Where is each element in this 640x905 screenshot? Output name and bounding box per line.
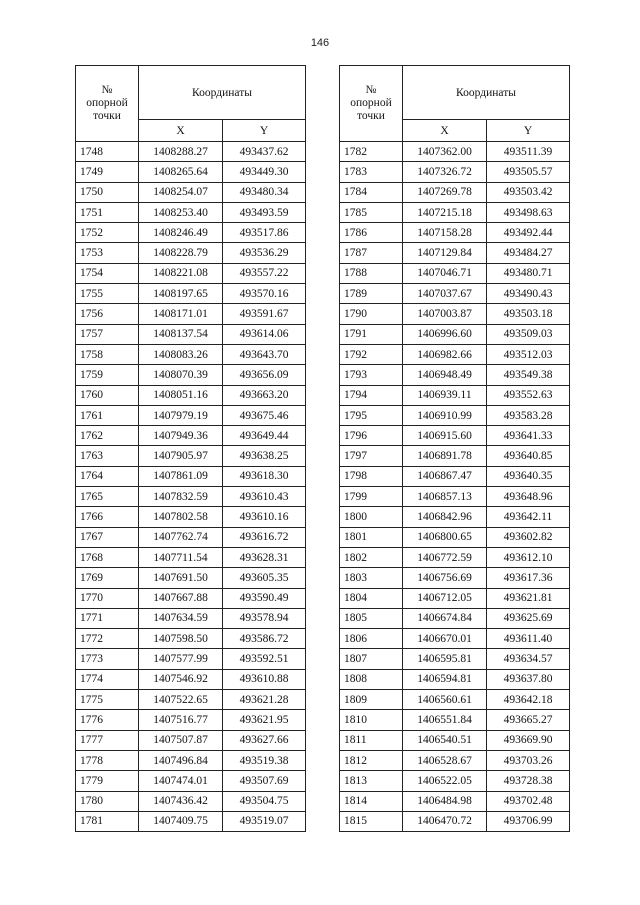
x-coordinate-cell: 1406915.60	[403, 426, 487, 446]
x-coordinate-cell: 1406560.61	[403, 690, 487, 710]
y-coordinate-cell: 493505.57	[487, 162, 570, 182]
y-coordinate-cell: 493583.28	[487, 405, 570, 425]
table-body	[76, 142, 306, 832]
point-number-cell: 1806	[340, 629, 403, 649]
table-row	[76, 466, 306, 486]
y-coordinate-cell: 493492.44	[487, 223, 570, 243]
table-row	[76, 365, 306, 385]
table-row	[76, 791, 306, 811]
coordinates-table-right	[339, 65, 570, 832]
y-coordinate-cell: 493663.20	[223, 385, 306, 405]
y-coordinate-cell: 493614.06	[223, 324, 306, 344]
y-coordinate-cell: 493706.99	[487, 811, 570, 831]
x-coordinate-cell: 1407949.36	[139, 426, 223, 446]
table-row	[76, 710, 306, 730]
point-number-cell: 1763	[76, 446, 139, 466]
x-coordinate-cell: 1407516.77	[139, 710, 223, 730]
table-row	[76, 507, 306, 527]
x-coordinate-cell: 1406528.67	[403, 750, 487, 770]
point-number-cell: 1805	[340, 608, 403, 628]
table-row	[340, 284, 570, 304]
point-number-cell: 1793	[340, 365, 403, 385]
point-number-cell: 1766	[76, 507, 139, 527]
table-row	[76, 304, 306, 324]
table-row	[340, 568, 570, 588]
table-row	[340, 547, 570, 567]
y-coordinate-cell: 493634.57	[487, 649, 570, 669]
point-number-cell: 1791	[340, 324, 403, 344]
x-coordinate-cell: 1406982.66	[403, 344, 487, 364]
y-coordinate-cell: 493621.28	[223, 690, 306, 710]
table-row	[76, 730, 306, 750]
point-number-cell: 1775	[76, 690, 139, 710]
table-row	[340, 750, 570, 770]
x-coordinate-cell: 1407905.97	[139, 446, 223, 466]
point-number-header-line: №	[101, 84, 113, 96]
point-number-header-line: №	[365, 84, 377, 96]
x-coordinate-cell: 1408253.40	[139, 202, 223, 222]
table-row	[340, 202, 570, 222]
table-row	[76, 426, 306, 446]
point-number-cell: 1792	[340, 344, 403, 364]
y-coordinate-cell: 493578.94	[223, 608, 306, 628]
x-coordinate-cell: 1406674.84	[403, 608, 487, 628]
table-row	[76, 649, 306, 669]
coordinates-table-left	[75, 65, 306, 832]
table-row	[340, 730, 570, 750]
table-row	[76, 284, 306, 304]
y-coordinate-cell: 493504.75	[223, 791, 306, 811]
x-coordinate-cell: 1407691.50	[139, 568, 223, 588]
x-coordinate-cell: 1407507.87	[139, 730, 223, 750]
point-number-cell: 1776	[76, 710, 139, 730]
point-number-cell: 1781	[76, 811, 139, 831]
y-coordinate-cell: 493490.43	[487, 284, 570, 304]
table-row	[76, 263, 306, 283]
point-number-cell: 1768	[76, 547, 139, 567]
point-number-cell: 1750	[76, 182, 139, 202]
table-row	[340, 385, 570, 405]
y-coordinate-cell: 493618.30	[223, 466, 306, 486]
point-number-cell: 1764	[76, 466, 139, 486]
table-row	[340, 710, 570, 730]
point-number-header	[340, 66, 403, 142]
y-coordinate-cell: 493503.42	[487, 182, 570, 202]
table-row	[340, 507, 570, 527]
table-row	[76, 547, 306, 567]
coordinates-header: Координаты	[403, 66, 570, 120]
point-number-cell: 1774	[76, 669, 139, 689]
x-coordinate-cell: 1406842.96	[403, 507, 487, 527]
point-number-cell: 1769	[76, 568, 139, 588]
x-coordinate-cell: 1408288.27	[139, 142, 223, 162]
table-row	[340, 324, 570, 344]
point-number-cell: 1810	[340, 710, 403, 730]
x-coordinate-cell: 1407046.71	[403, 263, 487, 283]
table-row	[76, 223, 306, 243]
table-row	[340, 629, 570, 649]
point-number-cell: 1762	[76, 426, 139, 446]
table-row	[76, 629, 306, 649]
point-number-cell: 1782	[340, 142, 403, 162]
y-column-header: Y	[487, 120, 570, 142]
point-number-cell: 1800	[340, 507, 403, 527]
x-coordinate-cell: 1406996.60	[403, 324, 487, 344]
table-row	[340, 426, 570, 446]
table-row	[340, 527, 570, 547]
table-row	[76, 608, 306, 628]
point-number-cell: 1749	[76, 162, 139, 182]
table-row	[340, 487, 570, 507]
table-row	[76, 385, 306, 405]
x-coordinate-cell: 1407667.88	[139, 588, 223, 608]
y-coordinate-cell: 493536.29	[223, 243, 306, 263]
x-coordinate-cell: 1407802.58	[139, 507, 223, 527]
table-row	[76, 750, 306, 770]
x-coordinate-cell: 1407362.00	[403, 142, 487, 162]
x-coordinate-cell: 1406800.65	[403, 527, 487, 547]
point-number-cell: 1752	[76, 223, 139, 243]
table-row	[340, 771, 570, 791]
y-coordinate-cell: 493616.72	[223, 527, 306, 547]
x-coordinate-cell: 1406470.72	[403, 811, 487, 831]
table-row	[340, 142, 570, 162]
x-coordinate-cell: 1406756.69	[403, 568, 487, 588]
x-coordinate-cell: 1407129.84	[403, 243, 487, 263]
x-coordinate-cell: 1407546.92	[139, 669, 223, 689]
y-coordinate-cell: 493649.44	[223, 426, 306, 446]
y-coordinate-cell: 493637.80	[487, 669, 570, 689]
y-coordinate-cell: 493648.96	[487, 487, 570, 507]
coordinates-header: Координаты	[139, 66, 306, 120]
point-number-cell: 1790	[340, 304, 403, 324]
y-coordinate-cell: 493602.82	[487, 527, 570, 547]
y-coordinate-cell: 493509.03	[487, 324, 570, 344]
point-number-cell: 1802	[340, 547, 403, 567]
x-coordinate-cell: 1408265.64	[139, 162, 223, 182]
y-coordinate-cell: 493511.39	[487, 142, 570, 162]
table-row	[76, 405, 306, 425]
table-row	[340, 446, 570, 466]
table-row	[76, 568, 306, 588]
point-number-cell: 1771	[76, 608, 139, 628]
x-coordinate-cell: 1408083.26	[139, 344, 223, 364]
point-number-cell: 1754	[76, 263, 139, 283]
y-coordinate-cell: 493570.16	[223, 284, 306, 304]
x-coordinate-cell: 1406712.05	[403, 588, 487, 608]
point-number-cell: 1796	[340, 426, 403, 446]
y-coordinate-cell: 493592.51	[223, 649, 306, 669]
x-coordinate-cell: 1407326.72	[403, 162, 487, 182]
point-number-cell: 1813	[340, 771, 403, 791]
x-coordinate-cell: 1406670.01	[403, 629, 487, 649]
y-coordinate-cell: 493612.10	[487, 547, 570, 567]
table-body	[340, 142, 570, 832]
y-coordinate-cell: 493591.67	[223, 304, 306, 324]
x-coordinate-cell: 1406948.49	[403, 365, 487, 385]
x-coordinate-cell: 1407598.50	[139, 629, 223, 649]
y-coordinate-cell: 493643.70	[223, 344, 306, 364]
point-number-cell: 1779	[76, 771, 139, 791]
point-number-cell: 1765	[76, 487, 139, 507]
table-row	[340, 588, 570, 608]
point-number-cell: 1756	[76, 304, 139, 324]
y-coordinate-cell: 493702.48	[487, 791, 570, 811]
x-coordinate-cell: 1406551.84	[403, 710, 487, 730]
point-number-cell: 1780	[76, 791, 139, 811]
x-coordinate-cell: 1407577.99	[139, 649, 223, 669]
table-row	[340, 365, 570, 385]
point-number-cell: 1755	[76, 284, 139, 304]
table-row	[76, 811, 306, 831]
y-coordinate-cell: 493640.85	[487, 446, 570, 466]
point-number-header-line: точки	[93, 110, 121, 122]
y-coordinate-cell: 493480.34	[223, 182, 306, 202]
y-coordinate-cell: 493507.69	[223, 771, 306, 791]
table-row	[76, 344, 306, 364]
x-coordinate-cell: 1407711.54	[139, 547, 223, 567]
x-coordinate-cell: 1406867.47	[403, 466, 487, 486]
x-coordinate-cell: 1406484.98	[403, 791, 487, 811]
x-coordinate-cell: 1407861.09	[139, 466, 223, 486]
y-coordinate-cell: 493703.26	[487, 750, 570, 770]
x-coordinate-cell: 1407634.59	[139, 608, 223, 628]
table-row	[76, 202, 306, 222]
point-number-cell: 1794	[340, 385, 403, 405]
y-coordinate-cell: 493449.30	[223, 162, 306, 182]
table-row	[76, 690, 306, 710]
table-row	[340, 811, 570, 831]
table-row	[76, 446, 306, 466]
point-number-cell: 1758	[76, 344, 139, 364]
point-number-cell: 1812	[340, 750, 403, 770]
x-coordinate-cell: 1406772.59	[403, 547, 487, 567]
y-coordinate-cell: 493610.88	[223, 669, 306, 689]
y-coordinate-cell: 493628.31	[223, 547, 306, 567]
x-coordinate-cell: 1407436.42	[139, 791, 223, 811]
point-number-cell: 1809	[340, 690, 403, 710]
x-column-header: X	[139, 120, 223, 142]
table-row	[340, 344, 570, 364]
y-coordinate-cell: 493549.38	[487, 365, 570, 385]
table-row	[76, 142, 306, 162]
y-coordinate-cell: 493480.71	[487, 263, 570, 283]
y-coordinate-cell: 493621.95	[223, 710, 306, 730]
point-number-cell: 1815	[340, 811, 403, 831]
table-row	[340, 791, 570, 811]
point-number-cell: 1786	[340, 223, 403, 243]
y-coordinate-cell: 493557.22	[223, 263, 306, 283]
x-coordinate-cell: 1408051.16	[139, 385, 223, 405]
table-row	[76, 162, 306, 182]
table-row	[340, 690, 570, 710]
x-coordinate-cell: 1407832.59	[139, 487, 223, 507]
x-coordinate-cell: 1406540.51	[403, 730, 487, 750]
point-number-header	[76, 66, 139, 142]
y-coordinate-cell: 493512.03	[487, 344, 570, 364]
point-number-cell: 1748	[76, 142, 139, 162]
y-coordinate-cell: 493484.27	[487, 243, 570, 263]
y-coordinate-cell: 493627.66	[223, 730, 306, 750]
table-row	[340, 263, 570, 283]
table-row	[340, 243, 570, 263]
x-coordinate-cell: 1407496.84	[139, 750, 223, 770]
table-row	[76, 487, 306, 507]
x-coordinate-cell: 1408254.07	[139, 182, 223, 202]
table-row	[340, 466, 570, 486]
x-coordinate-cell: 1406939.11	[403, 385, 487, 405]
table-row	[76, 771, 306, 791]
y-coordinate-cell: 493610.16	[223, 507, 306, 527]
x-coordinate-cell: 1406595.81	[403, 649, 487, 669]
y-coordinate-cell: 493519.07	[223, 811, 306, 831]
x-coordinate-cell: 1407158.28	[403, 223, 487, 243]
x-coordinate-cell: 1407522.65	[139, 690, 223, 710]
x-coordinate-cell: 1407003.87	[403, 304, 487, 324]
table-row	[340, 223, 570, 243]
y-coordinate-cell: 493641.33	[487, 426, 570, 446]
y-coordinate-cell: 493493.59	[223, 202, 306, 222]
y-coordinate-cell: 493610.43	[223, 487, 306, 507]
table-row	[76, 182, 306, 202]
point-number-cell: 1757	[76, 324, 139, 344]
point-number-cell: 1778	[76, 750, 139, 770]
y-coordinate-cell: 493675.46	[223, 405, 306, 425]
y-column-header: Y	[223, 120, 306, 142]
point-number-cell: 1799	[340, 487, 403, 507]
table-row	[340, 669, 570, 689]
point-number-cell: 1767	[76, 527, 139, 547]
point-number-cell: 1807	[340, 649, 403, 669]
table-row	[340, 608, 570, 628]
point-number-cell: 1787	[340, 243, 403, 263]
x-coordinate-cell: 1408197.65	[139, 284, 223, 304]
point-number-cell: 1777	[76, 730, 139, 750]
y-coordinate-cell: 493621.81	[487, 588, 570, 608]
y-coordinate-cell: 493605.35	[223, 568, 306, 588]
table-row	[76, 588, 306, 608]
point-number-cell: 1761	[76, 405, 139, 425]
y-coordinate-cell: 493498.63	[487, 202, 570, 222]
y-coordinate-cell: 493656.09	[223, 365, 306, 385]
point-number-cell: 1795	[340, 405, 403, 425]
point-number-cell: 1783	[340, 162, 403, 182]
table-row	[76, 527, 306, 547]
x-coordinate-cell: 1407215.18	[403, 202, 487, 222]
point-number-cell: 1789	[340, 284, 403, 304]
y-coordinate-cell: 493640.35	[487, 466, 570, 486]
point-number-cell: 1798	[340, 466, 403, 486]
y-coordinate-cell: 493590.49	[223, 588, 306, 608]
point-number-cell: 1803	[340, 568, 403, 588]
point-number-cell: 1753	[76, 243, 139, 263]
y-coordinate-cell: 493642.11	[487, 507, 570, 527]
x-coordinate-cell: 1406891.78	[403, 446, 487, 466]
y-coordinate-cell: 493586.72	[223, 629, 306, 649]
x-coordinate-cell: 1407762.74	[139, 527, 223, 547]
point-number-cell: 1797	[340, 446, 403, 466]
table-row	[340, 304, 570, 324]
x-coordinate-cell: 1407269.78	[403, 182, 487, 202]
y-coordinate-cell: 493728.38	[487, 771, 570, 791]
x-coordinate-cell: 1408221.08	[139, 263, 223, 283]
point-number-header-line: опорной	[350, 97, 392, 109]
page-number: 146	[310, 37, 330, 49]
point-number-cell: 1751	[76, 202, 139, 222]
x-coordinate-cell: 1408137.54	[139, 324, 223, 344]
table-row	[340, 649, 570, 669]
point-number-cell: 1773	[76, 649, 139, 669]
point-number-cell: 1804	[340, 588, 403, 608]
point-number-cell: 1801	[340, 527, 403, 547]
y-coordinate-cell: 493503.18	[487, 304, 570, 324]
y-coordinate-cell: 493638.25	[223, 446, 306, 466]
y-coordinate-cell: 493517.86	[223, 223, 306, 243]
point-number-cell: 1770	[76, 588, 139, 608]
table-row	[340, 162, 570, 182]
point-number-cell: 1788	[340, 263, 403, 283]
point-number-cell: 1759	[76, 365, 139, 385]
x-coordinate-cell: 1407037.67	[403, 284, 487, 304]
point-number-cell: 1811	[340, 730, 403, 750]
x-coordinate-cell: 1408070.39	[139, 365, 223, 385]
point-number-cell: 1784	[340, 182, 403, 202]
point-number-cell: 1785	[340, 202, 403, 222]
x-coordinate-cell: 1406594.81	[403, 669, 487, 689]
table-row	[76, 324, 306, 344]
y-coordinate-cell: 493665.27	[487, 710, 570, 730]
y-coordinate-cell: 493437.62	[223, 142, 306, 162]
table-row	[340, 182, 570, 202]
table-row	[76, 669, 306, 689]
point-number-cell: 1772	[76, 629, 139, 649]
table-row	[340, 405, 570, 425]
y-coordinate-cell: 493642.18	[487, 690, 570, 710]
point-number-header-line: опорной	[86, 97, 128, 109]
x-coordinate-cell: 1407979.19	[139, 405, 223, 425]
y-coordinate-cell: 493625.69	[487, 608, 570, 628]
x-coordinate-cell: 1407409.75	[139, 811, 223, 831]
x-coordinate-cell: 1406857.13	[403, 487, 487, 507]
x-coordinate-cell: 1406522.05	[403, 771, 487, 791]
point-number-cell: 1808	[340, 669, 403, 689]
y-coordinate-cell: 493611.40	[487, 629, 570, 649]
y-coordinate-cell: 493669.90	[487, 730, 570, 750]
x-column-header: X	[403, 120, 487, 142]
x-coordinate-cell: 1408171.01	[139, 304, 223, 324]
y-coordinate-cell: 493552.63	[487, 385, 570, 405]
point-number-cell: 1760	[76, 385, 139, 405]
x-coordinate-cell: 1408228.79	[139, 243, 223, 263]
x-coordinate-cell: 1407474.01	[139, 771, 223, 791]
y-coordinate-cell: 493617.36	[487, 568, 570, 588]
x-coordinate-cell: 1408246.49	[139, 223, 223, 243]
x-coordinate-cell: 1406910.99	[403, 405, 487, 425]
point-number-header-line: точки	[357, 110, 385, 122]
table-row	[76, 243, 306, 263]
point-number-cell: 1814	[340, 791, 403, 811]
y-coordinate-cell: 493519.38	[223, 750, 306, 770]
